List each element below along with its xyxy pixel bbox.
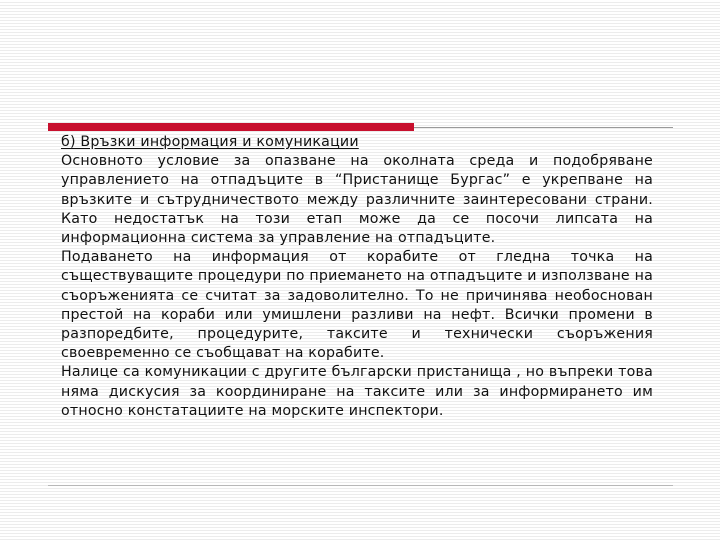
title-accent-bar <box>48 123 414 131</box>
section-heading: б) Връзки информация и комуникации <box>61 134 359 150</box>
paragraph-main-condition: Основното условие за опазване на околната среда и подобряване управлението на отпадъците в “Пристанище Бургас” е укрепване на връзките и сътрудничеството между различните заинтересовани страни. Като недостатък на този етап може да се посочи липсата на информационна система за управление на отпадъците. <box>61 153 653 247</box>
paragraph-ship-information: Подаването на информация от корабите от гледна точка на съществуващите процедури по приемането на отпадъците и използване на съоръженията се считат за задоволително. То не причинява необоснован престой на кораби или умишлени разливи на нефт. Всички промени в разпоредбите, процедурите, таксите и технически съоръжения своевременно се съобщават на корабите. <box>61 249 653 362</box>
bottom-divider-line <box>48 485 673 486</box>
slide-body <box>61 133 653 421</box>
paragraph-port-communications: Налице са комуникации с другите български пристанища , но въпреки това няма дискусия за координиране на таксите или за информирането им относно констатациите на морските инспектори. <box>61 364 653 419</box>
